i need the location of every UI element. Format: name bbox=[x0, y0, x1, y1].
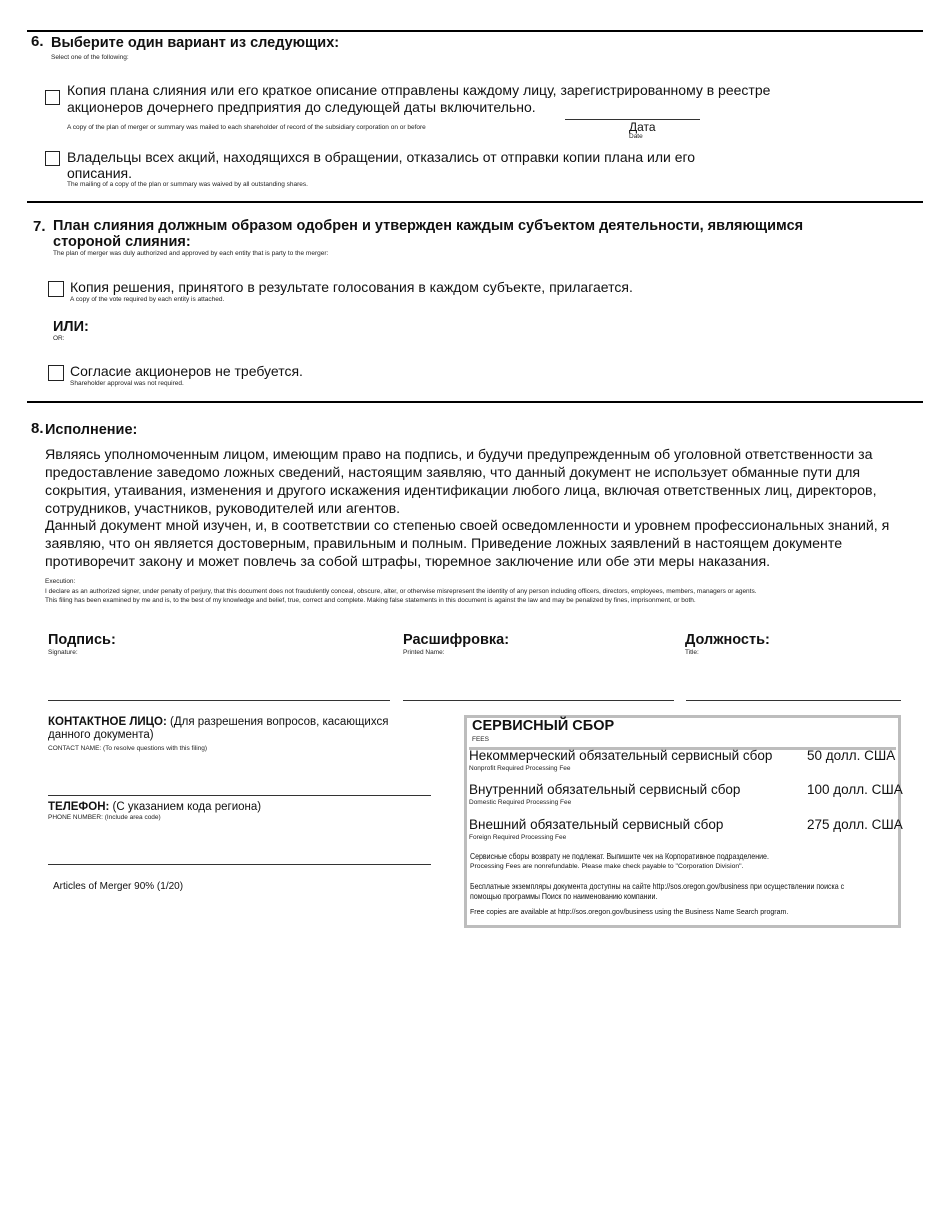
section-7-number: 7. bbox=[33, 218, 46, 235]
execution-en-title: Execution: bbox=[45, 578, 76, 585]
contact-name-field[interactable] bbox=[48, 795, 431, 796]
fee-label: Внутренний обязательный сервисный сбор bbox=[469, 782, 741, 797]
fee-amount: 50 долл. США bbox=[807, 748, 896, 763]
execution-en-line-1: I declare as an authorized signer, under penalty of perjury, that this document does not fraudulently conceal, obscure, alter, or otherwise misrepresent the identity of any person including officers, directors, employees, members, managers or agents. bbox=[45, 588, 757, 595]
fees-title: СЕРВИСНЫЙ СБОР bbox=[472, 718, 615, 734]
checkbox-mailing-waived[interactable] bbox=[45, 151, 60, 166]
fees-note-free-copies-ru: Бесплатные экземпляры документа доступны на сайте http://sos.oregon.gov/business при осуществлении поиска с помощью программы Поиск по наименованию компании. bbox=[470, 882, 845, 901]
section-8-title: Исполнение: bbox=[45, 422, 138, 438]
option-vote-attached-sub: A copy of the vote required by each entity is attached. bbox=[70, 296, 225, 303]
fees-note-nonrefundable-ru: Сервисные сборы возврату не подлежат. Выпишите чек на Корпоративное подразделение. bbox=[470, 852, 769, 861]
checkbox-plan-mailed[interactable] bbox=[45, 90, 60, 105]
section-8-top-rule bbox=[27, 401, 923, 403]
printed-name-label: Расшифровка: bbox=[403, 632, 510, 648]
checkbox-approval-not-required[interactable] bbox=[48, 365, 64, 381]
contact-name-bold: КОНТАКТНОЕ ЛИЦО: bbox=[48, 716, 167, 728]
date-sub: Date bbox=[629, 133, 643, 140]
signature-field[interactable] bbox=[48, 700, 390, 701]
fees-note-nonrefundable-en: Processing Fees are nonrefundable. Please make check payable to "Corporation Division". bbox=[470, 863, 744, 870]
section-7-top-rule bbox=[27, 201, 923, 203]
section-7-title: План слияния должным образом одобрен и утвержден каждым субъектом деятельности, являющимся стороной слияния: bbox=[53, 218, 804, 250]
option-mailing-waived-text: Владельцы всех акций, находящихся в обращении, отказались от отправки копии плана или его описания. bbox=[67, 149, 696, 181]
fee-label: Некоммерческий обязательный сервисный сбор bbox=[469, 748, 773, 763]
checkbox-vote-attached[interactable] bbox=[48, 281, 64, 297]
signature-sub: Signature: bbox=[48, 649, 78, 656]
printed-name-sub: Printed Name: bbox=[403, 649, 445, 656]
execution-en-line-2: This filing has been examined by me and is, to the best of my knowledge and belief, true, correct and complete. Making false statements in this document is against the law and may be penalized by fines, imprisonment, or both. bbox=[45, 597, 696, 604]
or-sub: OR: bbox=[53, 335, 65, 342]
option-approval-not-required-sub: Shareholder approval was not required. bbox=[70, 380, 184, 387]
printed-name-field[interactable] bbox=[403, 700, 674, 701]
date-label: Дата bbox=[629, 120, 656, 134]
phone-bold: ТЕЛЕФОН: bbox=[48, 801, 110, 813]
form-id: Articles of Merger 90% (1/20) bbox=[53, 881, 184, 892]
phone-label bbox=[48, 801, 261, 814]
fees-box bbox=[464, 715, 901, 928]
section-6-title: Выберите один вариант из следующих: bbox=[51, 35, 340, 51]
section-6-top-rule bbox=[27, 30, 923, 32]
section-7-subtitle: The plan of merger was duly authorized and approved by each entity that is party to the merger: bbox=[53, 250, 329, 257]
job-title-label: Должность: bbox=[685, 632, 770, 648]
contact-name-rest: (Для разрешения вопросов, касающихся данного документа) bbox=[48, 716, 389, 741]
fee-sub: Nonprofit Required Processing Fee bbox=[469, 765, 571, 772]
fee-sub: Foreign Required Processing Fee bbox=[469, 834, 567, 841]
fees-title-sub: FEES bbox=[472, 736, 489, 743]
section-8-number: 8. bbox=[31, 420, 44, 437]
option-plan-mailed-sub: A copy of the plan of merger or summary was mailed to each shareholder of record of the subsidiary corporation on or before bbox=[67, 124, 426, 131]
fee-label: Внешний обязательный сервисный сбор bbox=[469, 817, 724, 832]
fee-amount: 275 долл. США bbox=[807, 817, 903, 832]
execution-paragraph-1: Являясь уполномоченным лицом, имеющим право на подпись, и будучи предупрежденным об уголовной ответственности за предоставление заведомо ложных сведений, настоящим заявляю, что данный документ не использует обманные пути для сокрытия, утаивания, изменения и другого искажения идентификации любого лица, включая ответственных лиц, директоров, сотрудников, участников, руководителей или агентов. bbox=[45, 447, 877, 517]
phone-field[interactable] bbox=[48, 864, 431, 865]
option-mailing-waived-sub: The mailing of a copy of the plan or summary was waived by all outstanding shares. bbox=[67, 181, 308, 188]
fee-amount: 100 долл. США bbox=[807, 782, 903, 797]
execution-paragraph-2: Данный документ мной изучен, и, в соответствии со степенью своей осведомленности и уровнем профессиональных знаний, я заявляю, что он является достоверным, правильным и полным. Приведение ложных заявлений в настоящем документе противоречит закону и может повлечь за собой штрафы, тюремное заключение или обе эти меры наказания. bbox=[45, 518, 890, 570]
phone-sub: PHONE NUMBER: (Include area code) bbox=[48, 814, 161, 821]
fee-sub: Domestic Required Processing Fee bbox=[469, 799, 572, 806]
section-6-number: 6. bbox=[31, 33, 44, 50]
option-plan-mailed-text: Копия плана слияния или его краткое описание отправлены каждому лицу, зарегистрированному в реестре акционеров дочернего предприятия до следующей даты включительно. bbox=[67, 82, 771, 115]
job-title-sub: Title: bbox=[685, 649, 699, 656]
contact-name-sub: CONTACT NAME: (To resolve questions with this filing) bbox=[48, 745, 208, 752]
section-6-subtitle: Select one of the following: bbox=[51, 54, 129, 61]
contact-name-label bbox=[48, 716, 408, 742]
fees-note-free-copies-en: Free copies are available at http://sos.oregon.gov/business using the Business Name Search program. bbox=[470, 909, 789, 916]
job-title-field[interactable] bbox=[686, 700, 901, 701]
or-label: ИЛИ: bbox=[53, 319, 89, 335]
option-approval-not-required-text: Согласие акционеров не требуется. bbox=[70, 363, 303, 379]
signature-label: Подпись: bbox=[48, 632, 116, 648]
option-vote-attached-text: Копия решения, принятого в результате голосования в каждом субъекте, прилагается. bbox=[70, 279, 633, 295]
phone-rest: (С указанием кода региона) bbox=[109, 801, 262, 813]
